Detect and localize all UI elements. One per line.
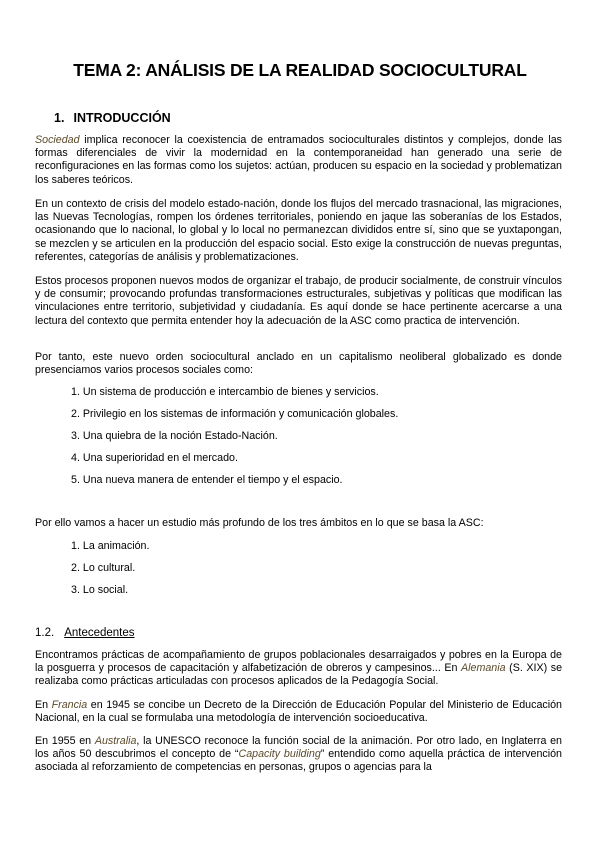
paragraph-orden: Por tanto, este nuevo orden sociocultural anclado en un capitalismo neoliberal globalizado es donde presenciamos varios procesos sociales como: [35,351,562,377]
paragraph-ambitos: Por ello vamos a hacer un estudio más profundo de los tres ámbitos en lo que se basa la ASC: [35,517,484,529]
paragraph-procesos: Estos procesos proponen nuevos modos de organizar el trabajo, de producir socialmente, de construir vínculos y de consumir; provocando profundas transformaciones estructurales, subjetivas y políticas que modifican las vinculaciones entre territorio, subjetividad y ciudadanía. Es aquí donde se hace pertinente acercarse a una lectura del contexto que permita entender hoy la adecuación de la ASC como practica de intervención. [35,275,562,327]
list-item: 3. Una quiebra de la noción Estado-Nación. [71,430,278,442]
paragraph-text: implica reconocer la coexistencia de entramados socioculturales distintos y complejos, donde las formas diferenciales de vivir la modernidad en la contemporaneidad han generado una serie de reconfiguraciones en las formas como los sujetos: actúan, producen su espacio en la sociedad y problematizan los saberes teóricos. [35,134,562,186]
subsection-label: Antecedentes [64,627,135,639]
list-item: 3. Lo social. [71,584,129,596]
term-sociedad: Sociedad [35,134,80,146]
paragraph-text: , la UNESCO reconoce la función social de la animación. Por otro lado, en Inglaterra en los años 50 descubrimos el concepto de “ [35,735,562,761]
section-heading-introduccion [54,111,171,125]
subsection-number: 1.2. [35,627,55,639]
term-australia: Australia [94,735,137,747]
paragraph-francia [35,699,562,725]
section-label: INTRODUCCIÓN [73,111,171,125]
paragraph-europa [35,649,562,689]
paragraph-text: ” entendido como aquella práctica de intervención asociada al reforzamiento de competencias en personas, grupos o agencias para la [35,748,562,774]
paragraph-text: en 1945 se concibe un Decreto de la Dirección de Educación Popular del Ministerio de Educación Nacional, en la cual se formulaba una metodología de intervención socioeducativa. [35,699,562,725]
list-item: 1. Un sistema de producción e intercambio de bienes y servicios. [71,386,379,398]
paragraph-text: (S. XIX) se realizaba como prácticas articuladas con procesos aplicados de la Pedagogía Social. [35,662,563,688]
list-item: 5. Una nueva manera de entender el tiempo y el espacio. [71,474,343,486]
page-title: TEMA 2: ANÁLISIS DE LA REALIDAD SOCIOCULTURAL [73,60,527,80]
paragraph-text: Encontramos prácticas de acompañamiento de grupos poblacionales desarraigados y pobres en la Europa de la posguerra y procesos de capacitación y alfabetización de obreros y campesinos... En [35,649,562,675]
term-capacity-building: Capacity building [238,748,321,761]
list-item: 2. Privilegio en los sistemas de información y comunicación globales. [71,408,399,420]
list-item: 4. Una superioridad en el mercado. [71,452,238,464]
paragraph-text: En 1955 en [35,735,95,747]
list-item: 2. Lo cultural. [71,562,136,574]
paragraph-text: En [35,699,52,711]
section-number: 1. [54,111,65,125]
paragraph-contexto: En un contexto de crisis del modelo estado-nación, donde los flujos del mercado trasnacional, las migraciones, las Nuevas Tecnologías, rompen los órdenes territoriales, poniendo en jaque las soberanías de los Estados, ocasionando que lo nacional, lo global y lo local no permanezcan divididos entre sí, sino que se yuxtapongan, se mezclen y se articulen en la producción del espacio social. Esto exige la construcción de nuevas preguntas, referentes, categorías de análisis y problematizaciones. [35,198,562,263]
term-alemania: Alemania [461,662,506,675]
paragraph-unesco [35,735,562,775]
list-item: 1. La animación. [71,540,150,552]
subsection-heading-antecedentes [35,627,135,639]
term-francia: Francia [51,699,88,711]
paragraph-sociedad [35,134,562,187]
